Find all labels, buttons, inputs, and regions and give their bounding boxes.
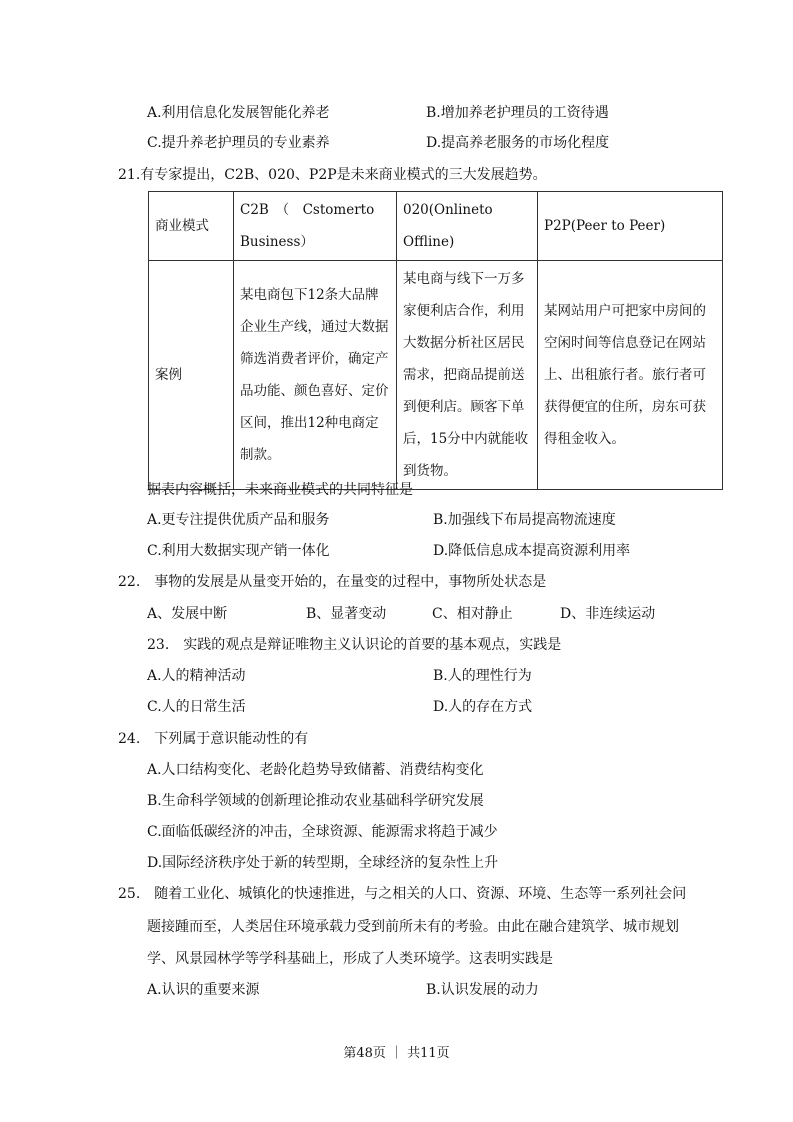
q24-option-d: D.国际经济秩序处于新的转型期，全球经济的复杂性上升 <box>147 855 499 871</box>
q22-option-a: A、发展中断 <box>147 606 228 622</box>
q25-option-a: A.认识的重要来源 <box>147 982 260 998</box>
q25-stem-line: 25. 随着工业化、城镇化的快速推进，与之相关的人口、资源、环境、生态等一系列社会问 <box>118 886 687 902</box>
q23-stem: 23. 实践的观点是辩证唯物主义认识论的首要的基本观点，实践是 <box>147 637 562 653</box>
q25-stem-line: 题接踵而至，人类居住环境承载力受到前所未有的考验。由此在融合建筑学、城市规划 <box>147 919 679 935</box>
table-cell: 案例 <box>149 261 234 490</box>
q24-stem: 24. 下列属于意识能动性的有 <box>118 731 309 747</box>
table-header: 商业模式 <box>149 192 234 261</box>
q22-option-c: C、相对静止 <box>432 606 513 622</box>
page-footer: 第48页 ｜ 共11页 <box>343 1046 450 1061</box>
q24-option-c: C.面临低碳经济的冲击，全球资源、能源需求将趋于减少 <box>147 824 498 840</box>
table-header: 020(Onlineto Offline) <box>397 192 538 261</box>
q21-option-a: A.更专注提供优质产品和服务 <box>147 512 330 528</box>
q21-option-d: D.降低信息成本提高资源利用率 <box>433 543 631 559</box>
q25-option-b: B.认识发展的动力 <box>426 982 539 998</box>
q20-option-a: A.利用信息化发展智能化养老 <box>147 105 330 121</box>
q21-option-b: B.加强线下布局提高物流速度 <box>433 512 616 528</box>
q23-option-b: B.人的理性行为 <box>433 668 532 684</box>
q24-option-b: B.生命科学领域的创新理论推动农业基础科学研究发展 <box>147 793 484 809</box>
table-header: P2P(Peer to Peer) <box>538 192 723 261</box>
table-header: C2B （ Cstomerto Business） <box>234 192 397 261</box>
q25-stem-line: 学、风景园林学等学科基础上，形成了人类环境学。这表明实践是 <box>147 951 553 967</box>
q21-stem: 21.有专家提出，C2B、020、P2P是未来商业模式的三大发展趋势。 <box>118 167 547 183</box>
business-model-table <box>148 191 723 490</box>
q21-question: 据表内容概括，未来商业模式的共同特征是 <box>147 482 413 498</box>
q22-stem: 22. 事物的发展是从量变开始的，在量变的过程中，事物所处状态是 <box>118 574 547 590</box>
q23-option-c: C.人的日常生活 <box>147 699 246 715</box>
q20-option-c: C.提升养老护理员的专业素养 <box>147 135 330 151</box>
q20-option-b: B.增加养老护理员的工资待遇 <box>426 105 609 121</box>
q21-option-c: C.利用大数据实现产销一体化 <box>147 543 330 559</box>
q22-option-b: B、显著变动 <box>306 606 387 622</box>
table-cell: 某电商包下12条大品牌企业生产线，通过大数据筛选消费者评价，确定产品功能、颜色喜好、定价区间，推出12种电商定制款。 <box>234 261 397 490</box>
q20-option-d: D.提高养老服务的市场化程度 <box>426 135 610 151</box>
q23-option-d: D.人的存在方式 <box>433 699 533 715</box>
q22-option-d: D、非连续运动 <box>560 606 656 622</box>
table-cell: 某网站用户可把家中房间的空闲时间等信息登记在网站上、出租旅行者。旅行者可获得便宜的住所，房东可获得租金收入。 <box>538 261 723 490</box>
q23-option-a: A.人的精神活动 <box>147 668 246 684</box>
q24-option-a: A.人口结构变化、老龄化趋势导致储蓄、消费结构变化 <box>147 762 484 778</box>
table-cell: 某电商与线下一万多家便利店合作，利用大数据分析社区居民需求，把商品提前送到便利店。顾客下单后，15分中内就能收到货物。 <box>397 261 538 490</box>
